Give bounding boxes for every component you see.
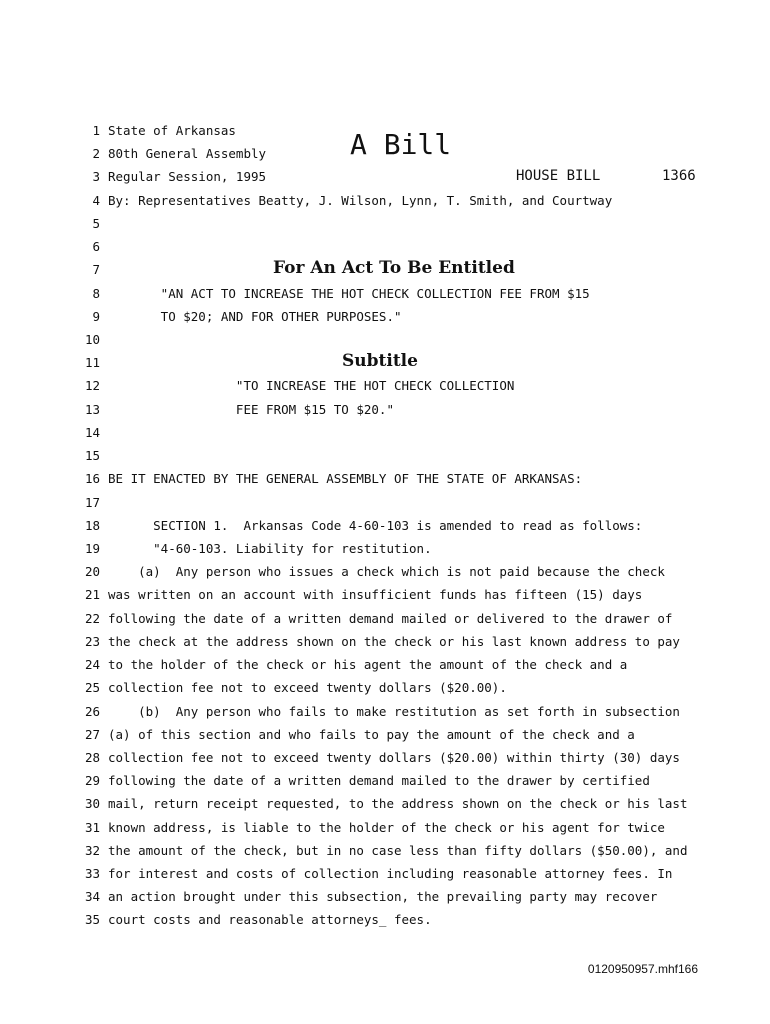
line-number: 35: [84, 912, 100, 928]
line-number: 8: [92, 285, 100, 301]
line-text: court costs and reasonable attorneys_ fees.: [108, 912, 432, 928]
line-number: 34: [84, 889, 100, 905]
line-text: to the holder of the check or his agent the amount of the check and a: [108, 657, 628, 673]
line-text: the check at the address shown on the check or his last known address to pay: [108, 633, 680, 649]
line-number: 30: [84, 796, 100, 812]
line-number: 13: [84, 401, 100, 417]
line-text: the amount of the check, but in no case less than fifty dollars ($50.00), and: [108, 842, 688, 858]
line-text: (b) Any person who fails to make restitution as set forth in subsection: [108, 703, 680, 719]
bill-type: HOUSE BILL: [516, 168, 601, 184]
entitled-heading: For An Act To Be Entitled: [273, 258, 515, 278]
line-number: 4: [92, 192, 100, 208]
line-number: 33: [84, 866, 100, 882]
line-text: TO $20; AND FOR OTHER PURPOSES.": [108, 308, 402, 324]
line-number: 31: [84, 819, 100, 835]
line-number: 26: [84, 703, 100, 719]
line-number: 2: [92, 146, 100, 162]
line-number: 19: [84, 540, 100, 556]
line-number: 27: [84, 726, 100, 742]
line-number: 20: [84, 564, 100, 580]
line-number: 10: [84, 331, 100, 347]
line-text: collection fee not to exceed twenty dollars ($20.00) within thirty (30) days: [108, 749, 680, 765]
bill-title: A Bill: [350, 128, 452, 161]
line-number: 16: [84, 471, 100, 487]
line-text: was written on an account with insufficient funds has fifteen (15) days: [108, 587, 643, 603]
line-number: 32: [84, 842, 100, 858]
line-number: 12: [84, 378, 100, 394]
line-number: 28: [84, 749, 100, 765]
line-number: 7: [92, 262, 100, 278]
line-text: SECTION 1. Arkansas Code 4-60-103 is amended to read as follows:: [108, 517, 643, 533]
line-text: "TO INCREASE THE HOT CHECK COLLECTION: [108, 378, 515, 394]
footer-code: 0120950957.mhf166: [587, 962, 698, 976]
line-text: By: Representatives Beatty, J. Wilson, Lynn, T. Smith, and Courtway: [108, 192, 613, 208]
line-text: 80th General Assembly: [108, 146, 267, 162]
line-number: 15: [84, 448, 100, 464]
line-number: 29: [84, 773, 100, 789]
bill-number: 1366: [662, 168, 696, 184]
line-text: for interest and costs of collection including reasonable attorney fees. In: [108, 866, 673, 882]
line-text: "AN ACT TO INCREASE THE HOT CHECK COLLECTION FEE FROM $15: [108, 285, 590, 301]
line-text: following the date of a written demand mailed to the drawer by certified: [108, 773, 650, 789]
line-number: 24: [84, 657, 100, 673]
line-text: an action brought under this subsection, the prevailing party may recover: [108, 889, 658, 905]
line-text: FEE FROM $15 TO $20.": [108, 401, 394, 417]
line-number: 5: [92, 215, 100, 231]
line-number: 25: [84, 680, 100, 696]
line-number: 22: [84, 610, 100, 626]
line-text: known address, is liable to the holder of the check or his agent for twice: [108, 819, 665, 835]
line-text: Regular Session, 1995: [108, 169, 267, 185]
line-number: 9: [92, 308, 100, 324]
line-text: (a) of this section and who fails to pay the amount of the check and a: [108, 726, 635, 742]
line-number: 3: [92, 169, 100, 185]
line-number: 21: [84, 587, 100, 603]
line-number: 1: [92, 123, 100, 138]
line-number: 14: [84, 424, 100, 440]
subtitle-heading: Subtitle: [342, 351, 418, 371]
line-text: collection fee not to exceed twenty dollars ($20.00).: [108, 680, 507, 696]
line-number: 23: [84, 633, 100, 649]
line-text: following the date of a written demand mailed or delivered to the drawer of: [108, 610, 673, 626]
line-number: 18: [84, 517, 100, 533]
line-number: 17: [84, 494, 100, 510]
line-text: (a) Any person who issues a check which is not paid because the check: [108, 564, 665, 580]
line-text: mail, return receipt requested, to the address shown on the check or his last: [108, 796, 688, 812]
line-text: BE IT ENACTED BY THE GENERAL ASSEMBLY OF THE STATE OF ARKANSAS:: [108, 471, 583, 487]
line-text: "4-60-103. Liability for restitution.: [108, 540, 432, 556]
line-text: State of Arkansas: [108, 123, 236, 138]
line-number: 11: [84, 355, 100, 371]
line-number: 6: [92, 239, 100, 255]
